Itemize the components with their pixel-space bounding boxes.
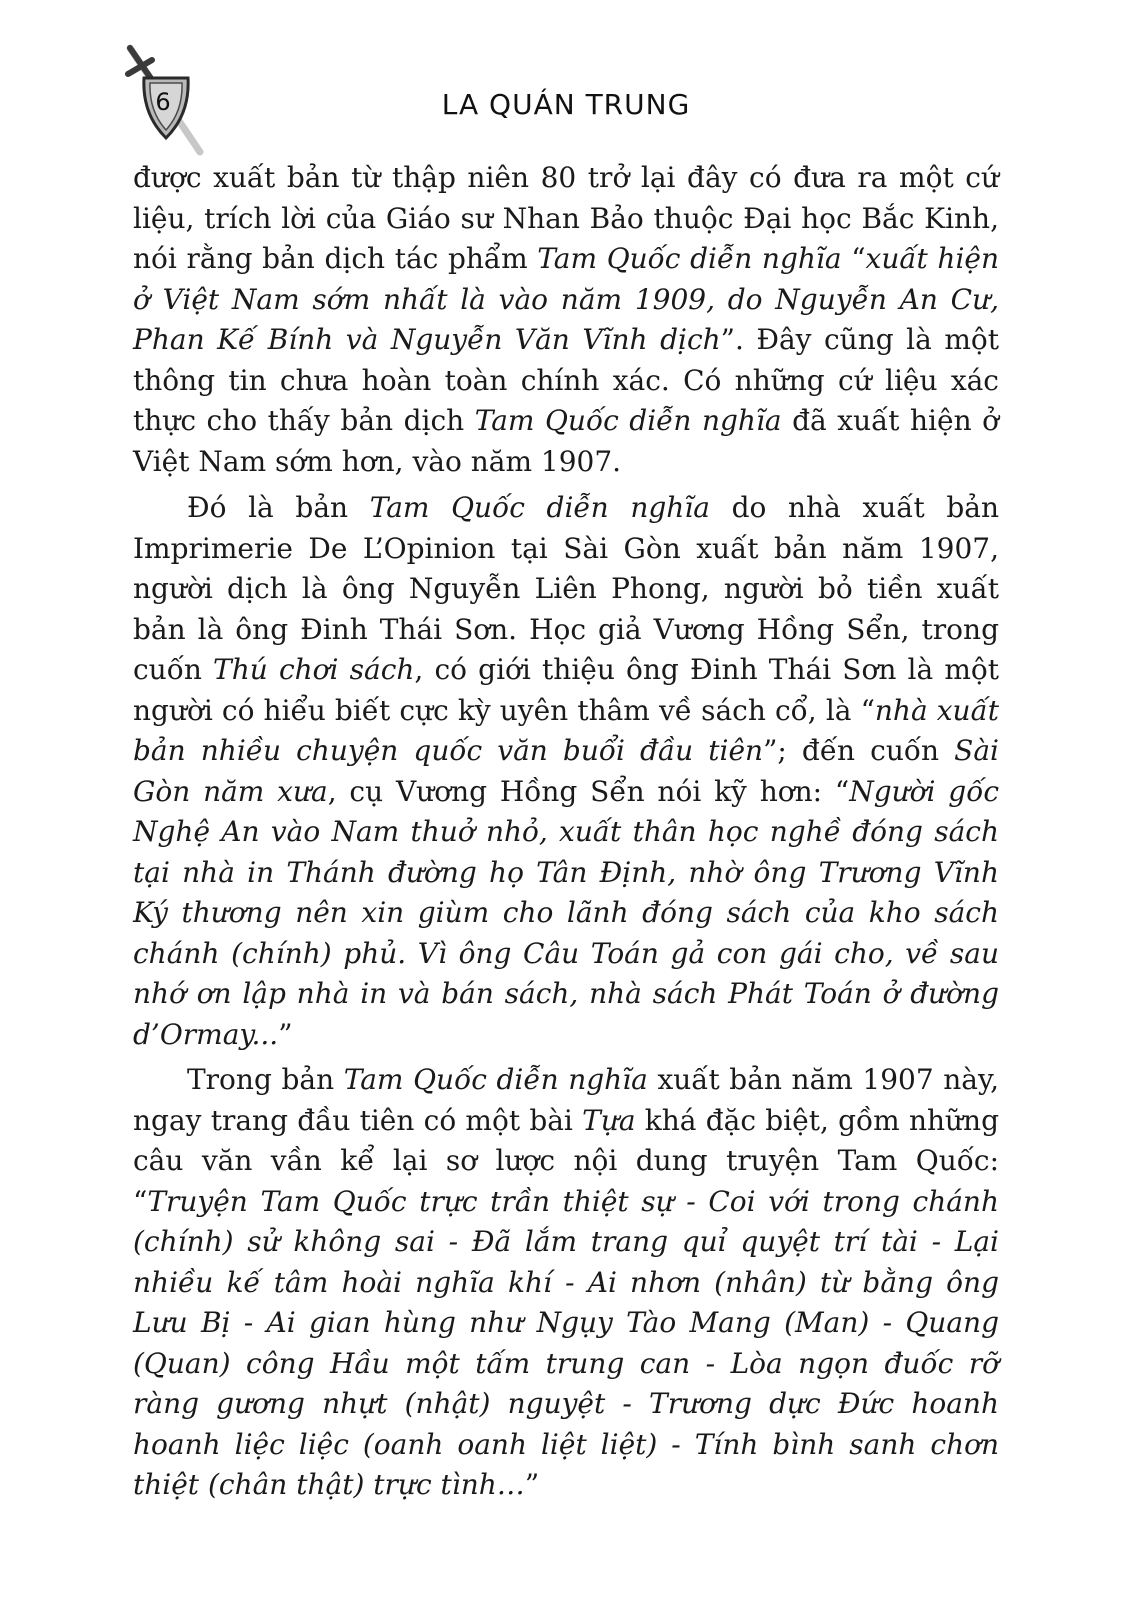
italic-text-run: nhà xuất bản nhiều chuyện quốc văn buổi đầu tiên (133, 693, 999, 767)
text-run: , cụ Vương Hồng Sển nói kỹ hơn: “ (327, 774, 850, 808)
text-run: ” (278, 1017, 293, 1051)
italic-text-run: Tam Quốc diễn nghĩa (369, 491, 710, 524)
text-run: đã xuất hiện ở Việt Nam sớm hơn, vào năm 1907. (133, 404, 1000, 478)
italic-text-run: Sài Gòn năm xưa (133, 734, 1000, 808)
text-run: , có giới thiệu ông Đinh Thái Sơn là một người có hiểu biết cực kỳ uyên thâm về sách cổ, là “ (133, 653, 999, 727)
italic-text-run: Tam Quốc diễn nghĩa (474, 404, 782, 437)
italic-text-run: Tam Quốc diễn nghĩa (343, 1063, 648, 1096)
text-run: Trong bản (187, 1063, 344, 1096)
body-text (133, 158, 999, 1511)
text-run: xuất bản năm 1907 này, ngay trang đầu tiên có một bài (133, 1063, 1000, 1137)
text-run: khá đặc biệt, gồm những câu văn vần kể lại sơ lược nội dung truyện Tam Quốc: “ (133, 1103, 999, 1218)
text-run: được xuất bản từ thập niên 80 trở lại đây có đưa ra một cứ liệu, trích lời của Giáo sư Nhan Bảo thuộc Đại học Bắc Kinh, nói rằng bản dịch tác phẩm (133, 161, 999, 275)
text-run: ” (524, 1468, 540, 1501)
running-title: LA QUÁN TRUNG (441, 88, 691, 121)
italic-text-run: Người gốc Nghệ An vào Nam thuở nhỏ, xuất thân học nghề đóng sách tại nhà in Thánh đường họ Tân Định, nhờ ông Trương Vĩnh Ký thương nên xin giùm cho lãnh đóng sách của kho sách chánh (chính) phủ. Vì ông Câu Toán gả con gái cho, về sau nhớ ơn lập nhà in và bán sách, nhà sách Phát Toán ở đường d’Ormay... (133, 774, 1000, 1051)
text-run: ”; đến cuốn (763, 734, 955, 767)
paragraph-2 (133, 488, 999, 1055)
text-run: “ (841, 242, 866, 275)
page-number: 6 (155, 88, 171, 116)
text-run: Đó là bản (187, 491, 370, 524)
italic-text-run: Tựa (582, 1103, 636, 1137)
italic-text-run: Tam Quốc diễn nghĩa (537, 242, 842, 275)
text-run: do nhà xuất bản Imprimerie De L’Opinion tại Sài Gòn xuất bản năm 1907, người dịch là ông Nguyễn Liên Phong, người bỏ tiền xuất bản là ông Đinh Thái Sơn. Học giả Vương Hồng Sển, trong cuốn (133, 491, 999, 686)
paragraph-1 (133, 158, 999, 482)
paragraph-3 (133, 1060, 999, 1506)
italic-text-run: Truyện Tam Quốc trực trần thiệt sự - Coi với trong chánh (chính) sử không sai - Đã lắm trang quỉ quyệt trí tài - Lại nhiều kế tâm hoài nghĩa khí - Ai nhơn (nhân) từ bằng ông Lưu Bị - Ai gian hùng như Ngụy Tào Mang (Man) - Quang (Quan) công Hầu một tấm trung can - Lòa ngọn đuốc rỡ ràng gương nhựt (nhật) nguyệt - Trương dực Đức hoanh hoanh liệc liệc (oanh oanh liệt liệt) - Tính bình sanh chơn thiệt (chân thật) trực tình… (133, 1184, 999, 1501)
italic-text-run: xuất hiện ở Việt Nam sớm nhất là vào năm 1909, do Nguyễn An Cư, Phan Kế Bính và Nguyễn Văn Vĩnh dịch (133, 242, 1000, 356)
text-run: ”. Đây cũng là một thông tin chưa hoàn toàn chính xác. Có những cứ liệu xác thực cho thấy bản dịch (133, 323, 999, 437)
italic-text-run: Thú chơi sách (213, 653, 415, 686)
